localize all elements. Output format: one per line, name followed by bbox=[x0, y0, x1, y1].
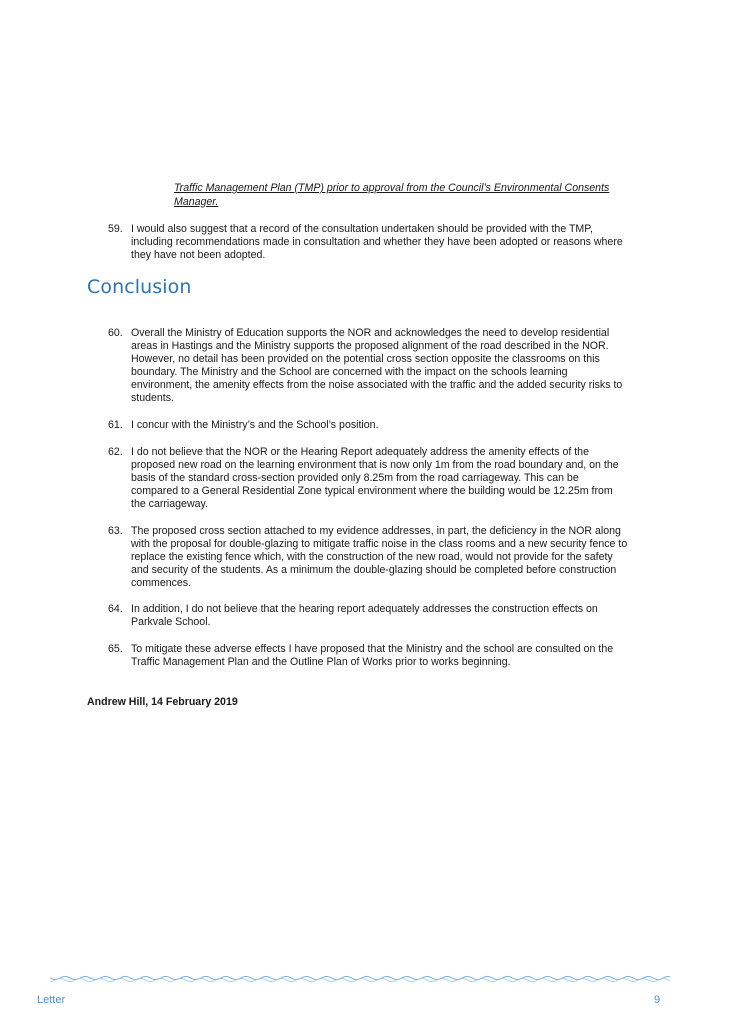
paragraph-61 bbox=[108, 419, 628, 432]
paragraph-number: 64. bbox=[108, 603, 123, 615]
paragraph-number: 59. bbox=[108, 223, 123, 235]
paragraph-text: I do not believe that the NOR or the Hearing Report adequately address the amenity effects of the proposed new road on the learning environment that is now only 1m from the road boundary and, on the basis of the standard cross-section provided only 8.25m from the road carriageway. This can be compared to a General Residential Zone typical environment where the building would be 12.25m from the carriageway. bbox=[131, 446, 619, 510]
footer-wave-divider bbox=[50, 972, 670, 986]
paragraph-text: In addition, I do not believe that the hearing report adequately addresses the construction effects on Parkvale School. bbox=[131, 603, 598, 628]
paragraph-number: 61. bbox=[108, 419, 123, 431]
signature-line: Andrew Hill, 14 February 2019 bbox=[87, 696, 238, 708]
paragraph-number: 62. bbox=[108, 446, 123, 458]
paragraph-65 bbox=[108, 643, 628, 669]
page-number: 9 bbox=[654, 994, 661, 1006]
paragraph-60 bbox=[108, 327, 628, 405]
paragraph-text: The proposed cross section attached to my evidence addresses, in part, the deficiency in the NOR along with the proposal for double-glazing to mitigate traffic noise in the class rooms and a new security fence to replace the existing fence which, with the construction of the new road, would not provide for the safety and security of the students. As a minimum the double-glazing should be completed before construction commences. bbox=[131, 525, 628, 589]
continued-condition-text: Traffic Management Plan (TMP) prior to approval from the Council’s Environmental Consents Manager. bbox=[174, 182, 610, 208]
footer-label: Letter bbox=[37, 994, 66, 1006]
paragraph-text: I concur with the Ministry’s and the School’s position. bbox=[131, 419, 379, 431]
paragraph-number: 65. bbox=[108, 643, 123, 655]
paragraph-64 bbox=[108, 603, 628, 629]
section-heading-conclusion: Conclusion bbox=[87, 276, 192, 298]
paragraph-62 bbox=[108, 446, 628, 511]
paragraph-59 bbox=[108, 223, 628, 262]
paragraph-text: Overall the Ministry of Education supports the NOR and acknowledges the need to develop residential areas in Hastings and the Ministry supports the proposed alignment of the road described in the NOR. However, no detail has been provided on the potential cross section opposite the classrooms on this boundary. The Ministry and the School are concerned with the impact on the schools learning environment, the amenity effects from the noise associated with the traffic and the added security risks to students. bbox=[131, 327, 623, 404]
paragraph-text: To mitigate these adverse effects I have proposed that the Ministry and the school are consulted on the Traffic Management Plan and the Outline Plan of Works prior to works beginning. bbox=[131, 643, 614, 668]
paragraph-number: 63. bbox=[108, 525, 123, 537]
paragraph-number: 60. bbox=[108, 327, 123, 339]
paragraph-63 bbox=[108, 525, 628, 590]
paragraph-text: I would also suggest that a record of the consultation undertaken should be provided with the TMP, including recommendations made in consultation and whether they have been adopted or reasons where they have not been adopted. bbox=[131, 223, 623, 261]
